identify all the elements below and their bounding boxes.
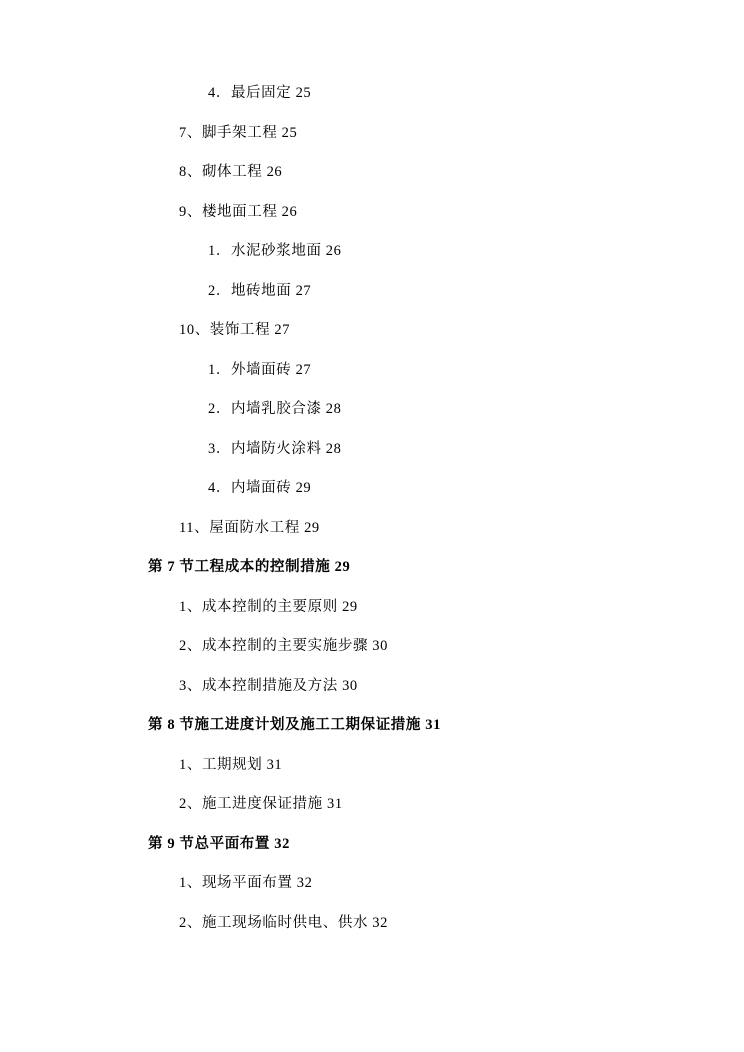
toc-entry: 2．地砖地面 27 — [208, 282, 312, 299]
toc-entry: 4．最后固定 25 — [208, 85, 312, 101]
toc-entry: 2．内墙乳胶合漆 28 — [208, 401, 342, 417]
toc-entry: 2、施工现场临时供电、供水 32 — [179, 914, 388, 931]
toc-entry: 3、成本控制措施及方法 30 — [179, 677, 358, 694]
toc-entry: 11、屋面防水工程 29 — [179, 519, 320, 536]
toc-entry: 第 7 节工程成本的控制措施 29 — [148, 559, 351, 575]
toc-entry: 8、砌体工程 26 — [179, 164, 283, 180]
toc-entry: 1．水泥砂浆地面 26 — [208, 243, 342, 259]
toc-entry: 9、楼地面工程 26 — [179, 203, 298, 220]
toc-entry: 3．内墙防火涂料 28 — [208, 440, 342, 457]
toc-entry: 1、成本控制的主要原则 29 — [179, 598, 358, 615]
toc-entry: 2、施工进度保证措施 31 — [179, 796, 343, 812]
table-of-contents — [60, 86, 684, 930]
toc-entry: 1、工期规划 31 — [179, 756, 283, 773]
toc-entry: 4．内墙面砖 29 — [208, 480, 312, 496]
toc-entry: 1、现场平面布置 32 — [179, 875, 313, 891]
toc-entry: 2、成本控制的主要实施步骤 30 — [179, 638, 388, 654]
toc-entry: 第 8 节施工进度计划及施工工期保证措施 31 — [148, 717, 441, 733]
toc-entry: 10、装饰工程 27 — [179, 322, 291, 338]
toc-entry: 7、脚手架工程 25 — [179, 124, 298, 141]
toc-entry: 第 9 节总平面布置 32 — [148, 835, 290, 852]
toc-entry: 1．外墙面砖 27 — [208, 361, 312, 378]
